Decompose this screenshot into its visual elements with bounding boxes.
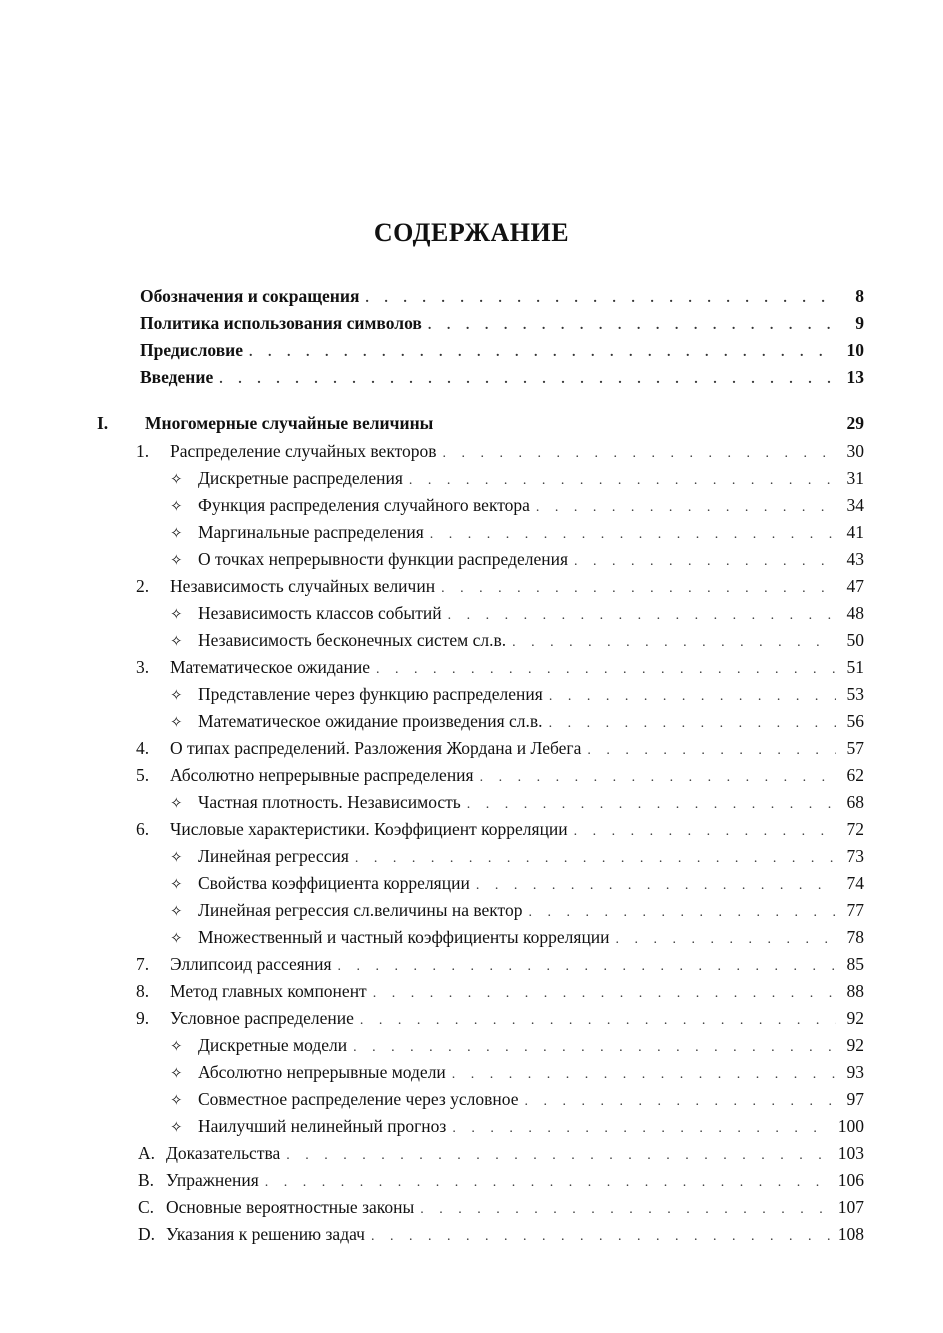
diamond-star-icon: ✧ <box>170 1093 183 1109</box>
toc-page-number: 72 <box>846 819 864 839</box>
toc-label: Основные вероятностные законы <box>166 1197 415 1217</box>
toc-subsection-entry[interactable] <box>170 1033 864 1057</box>
dot-leader <box>365 287 836 311</box>
diamond-star-icon: ✧ <box>170 850 183 866</box>
toc-page-number: 48 <box>846 603 864 623</box>
toc-number: 1. <box>136 441 150 461</box>
toc-number: 2. <box>136 576 150 596</box>
toc-part-heading[interactable] <box>97 411 864 435</box>
toc-front-entry[interactable] <box>140 365 864 389</box>
toc-label: Предисловие <box>140 340 244 360</box>
toc-number: 7. <box>136 954 150 974</box>
diamond-star-icon: ✧ <box>170 553 183 569</box>
toc-subsection-entry[interactable] <box>170 844 864 868</box>
toc-number: 6. <box>136 819 150 839</box>
diamond-star-icon: ✧ <box>170 499 183 515</box>
dot-leader <box>448 604 836 628</box>
toc-subsection-entry[interactable] <box>170 628 864 652</box>
toc-label: Многомерные случайные величины <box>145 413 434 433</box>
toc-label: О точках непрерывности функции распределения <box>198 549 569 569</box>
toc-label: Математическое ожидание произведения сл.в. <box>198 711 543 731</box>
toc-section-entry[interactable] <box>136 1006 864 1030</box>
toc-label: Наилучший нелинейный прогноз <box>198 1116 447 1136</box>
dot-leader <box>549 685 836 709</box>
dot-leader <box>616 928 836 952</box>
toc-page-number: 77 <box>846 900 864 920</box>
toc-appendix-entry[interactable] <box>138 1141 864 1165</box>
toc-page-number: 29 <box>846 413 864 433</box>
toc-label: Частная плотность. Независимость <box>198 792 461 812</box>
dot-leader <box>376 658 836 682</box>
toc-subsection-entry[interactable] <box>170 898 864 922</box>
dot-leader <box>409 469 836 493</box>
toc-number: A. <box>138 1143 156 1163</box>
toc-label: Множественный и частный коэффициенты корреляции <box>198 927 610 947</box>
toc-subsection-entry[interactable] <box>170 682 864 706</box>
toc-section-entry[interactable] <box>136 736 864 760</box>
toc-label: Дискретные распределения <box>198 468 403 488</box>
dot-leader <box>524 1090 836 1114</box>
toc-label: Абсолютно непрерывные модели <box>198 1062 446 1082</box>
diamond-star-icon: ✧ <box>170 931 183 947</box>
toc-page-number: 92 <box>846 1008 864 1028</box>
toc-number: I. <box>97 413 109 433</box>
toc-label: Условное распределение <box>170 1008 354 1028</box>
dot-leader <box>443 442 836 466</box>
toc-number: 9. <box>136 1008 150 1028</box>
toc-page-number: 9 <box>855 313 864 333</box>
diamond-star-icon: ✧ <box>170 904 183 920</box>
toc-page-number: 53 <box>846 684 864 704</box>
dot-leader <box>420 1198 832 1222</box>
toc-page-number: 57 <box>846 738 864 758</box>
toc-page-number: 56 <box>846 711 864 731</box>
toc-label: Метод главных компонент <box>170 981 367 1001</box>
toc-appendix-entry[interactable] <box>138 1168 864 1192</box>
toc-page-number: 30 <box>846 441 864 461</box>
toc-subsection-entry[interactable] <box>170 547 864 571</box>
diamond-star-icon: ✧ <box>170 526 183 542</box>
toc-page-number: 108 <box>837 1224 864 1244</box>
toc-number: D. <box>138 1224 156 1244</box>
dot-leader <box>355 847 836 871</box>
dot-leader <box>480 766 836 790</box>
dot-leader <box>476 874 836 898</box>
toc-page-number: 68 <box>846 792 864 812</box>
toc-page-number: 78 <box>846 927 864 947</box>
toc-page-number: 88 <box>846 981 864 1001</box>
toc-label: Линейная регрессия <box>198 846 349 866</box>
dot-leader <box>574 820 836 844</box>
toc-page-number: 62 <box>846 765 864 785</box>
toc-label: Абсолютно непрерывные распределения <box>170 765 474 785</box>
toc-page-number: 93 <box>846 1062 864 1082</box>
diamond-star-icon: ✧ <box>170 688 183 704</box>
toc-page-number: 10 <box>846 340 864 360</box>
dot-leader <box>373 982 836 1006</box>
dot-leader <box>353 1036 836 1060</box>
toc-label: Независимость случайных величин <box>170 576 436 596</box>
toc-label: Упражнения <box>166 1170 259 1190</box>
toc-page-number: 85 <box>846 954 864 974</box>
toc-label: Независимость бесконечных систем сл.в. <box>198 630 507 650</box>
toc-subsection-entry[interactable] <box>170 1114 864 1138</box>
toc-section-entry[interactable] <box>136 952 864 976</box>
toc-section-entry[interactable] <box>136 574 864 598</box>
toc-page-number: 97 <box>846 1089 864 1109</box>
toc-number: B. <box>138 1170 155 1190</box>
dot-leader <box>452 1117 831 1141</box>
toc-page-number: 47 <box>846 576 864 596</box>
toc-label: Математическое ожидание <box>170 657 371 677</box>
toc-subsection-entry[interactable] <box>170 1060 864 1084</box>
toc-page-number: 92 <box>846 1035 864 1055</box>
toc-page-number: 100 <box>837 1116 864 1136</box>
dot-leader <box>249 341 836 365</box>
toc-page-number: 8 <box>855 286 864 306</box>
toc-label: Дискретные модели <box>198 1035 348 1055</box>
diamond-star-icon: ✧ <box>170 715 183 731</box>
dot-leader <box>467 793 836 817</box>
diamond-star-icon: ✧ <box>170 607 183 623</box>
toc-number: C. <box>138 1197 155 1217</box>
toc-subsection-entry[interactable] <box>170 925 864 949</box>
dot-leader <box>536 496 836 520</box>
diamond-star-icon: ✧ <box>170 1066 183 1082</box>
toc-label: Функция распределения случайного вектора <box>198 495 530 515</box>
toc-subsection-entry[interactable] <box>170 466 864 490</box>
toc-page-number: 13 <box>846 367 864 387</box>
page-title: СОДЕРЖАНИЕ <box>373 218 570 247</box>
toc-page-number: 51 <box>846 657 864 677</box>
toc-number: 8. <box>136 981 150 1001</box>
toc-front-entry[interactable] <box>140 311 864 335</box>
toc-page-number: 34 <box>846 495 864 515</box>
diamond-star-icon: ✧ <box>170 796 183 812</box>
toc-label: Эллипсоид рассеяния <box>170 954 332 974</box>
toc-label: Представление через функцию распределения <box>198 684 543 704</box>
toc-label: Линейная регрессия сл.величины на вектор <box>198 900 523 920</box>
toc-label: Указания к решению задач <box>166 1224 365 1244</box>
diamond-star-icon: ✧ <box>170 472 183 488</box>
toc-subsection-entry[interactable] <box>170 601 864 625</box>
toc-label: Доказательства <box>166 1143 281 1163</box>
dot-leader <box>430 523 836 547</box>
toc-subsection-entry[interactable] <box>170 493 864 517</box>
toc-page-number: 103 <box>837 1143 864 1163</box>
toc-subsection-entry[interactable] <box>170 871 864 895</box>
dot-leader <box>371 1225 832 1249</box>
dot-leader <box>452 1063 836 1087</box>
dot-leader <box>265 1171 832 1195</box>
toc-label: Свойства коэффициента корреляции <box>198 873 470 893</box>
toc-label: Числовые характеристики. Коэффициент корреляции <box>170 819 568 839</box>
toc-page-number: 107 <box>837 1197 864 1217</box>
dot-leader <box>338 955 836 979</box>
toc-page-number: 74 <box>846 873 864 893</box>
toc-number: 3. <box>136 657 150 677</box>
dot-leader <box>512 631 836 655</box>
toc-page-number: 31 <box>846 468 864 488</box>
toc-label: Совместное распределение через условное <box>198 1089 519 1109</box>
dot-leader <box>441 577 836 601</box>
toc-section-entry[interactable] <box>136 763 864 787</box>
dot-leader <box>549 712 836 736</box>
dot-leader <box>428 314 836 338</box>
toc-label: Маргинальные распределения <box>198 522 424 542</box>
toc-page-number: 41 <box>846 522 864 542</box>
diamond-star-icon: ✧ <box>170 1120 183 1136</box>
toc-section-entry[interactable] <box>136 817 864 841</box>
toc-number: 5. <box>136 765 150 785</box>
dot-leader <box>219 368 836 392</box>
diamond-star-icon: ✧ <box>170 634 183 650</box>
toc-label: О типах распределений. Разложения Жордана и Лебега <box>170 738 582 758</box>
toc-label: Обозначения и сокращения <box>140 286 360 306</box>
toc-page-number: 73 <box>846 846 864 866</box>
dot-leader <box>528 901 836 925</box>
toc-front-entry[interactable] <box>140 338 864 362</box>
toc-front-entry[interactable] <box>140 284 864 308</box>
diamond-star-icon: ✧ <box>170 877 183 893</box>
toc-subsection-entry[interactable] <box>170 709 864 733</box>
dot-leader <box>286 1144 831 1168</box>
toc-appendix-entry[interactable] <box>138 1222 864 1246</box>
toc-label: Политика использования символов <box>140 313 422 333</box>
toc-page-number: 43 <box>846 549 864 569</box>
toc-subsection-entry[interactable] <box>170 520 864 544</box>
toc-subsection-entry[interactable] <box>170 790 864 814</box>
toc-section-entry[interactable] <box>136 979 864 1003</box>
toc-appendix-entry[interactable] <box>138 1195 864 1219</box>
toc-number: 4. <box>136 738 150 758</box>
toc-page-number: 106 <box>837 1170 864 1190</box>
toc-label: Независимость классов событий <box>198 603 442 623</box>
toc-page-number: 50 <box>846 630 864 650</box>
dot-leader <box>360 1009 836 1033</box>
diamond-star-icon: ✧ <box>170 1039 183 1055</box>
toc-label: Введение <box>140 367 214 387</box>
toc-subsection-entry[interactable] <box>170 1087 864 1111</box>
dot-leader <box>574 550 836 574</box>
toc-section-entry[interactable] <box>136 439 864 463</box>
dot-leader <box>587 739 836 763</box>
toc-section-entry[interactable] <box>136 655 864 679</box>
toc-label: Распределение случайных векторов <box>170 441 437 461</box>
